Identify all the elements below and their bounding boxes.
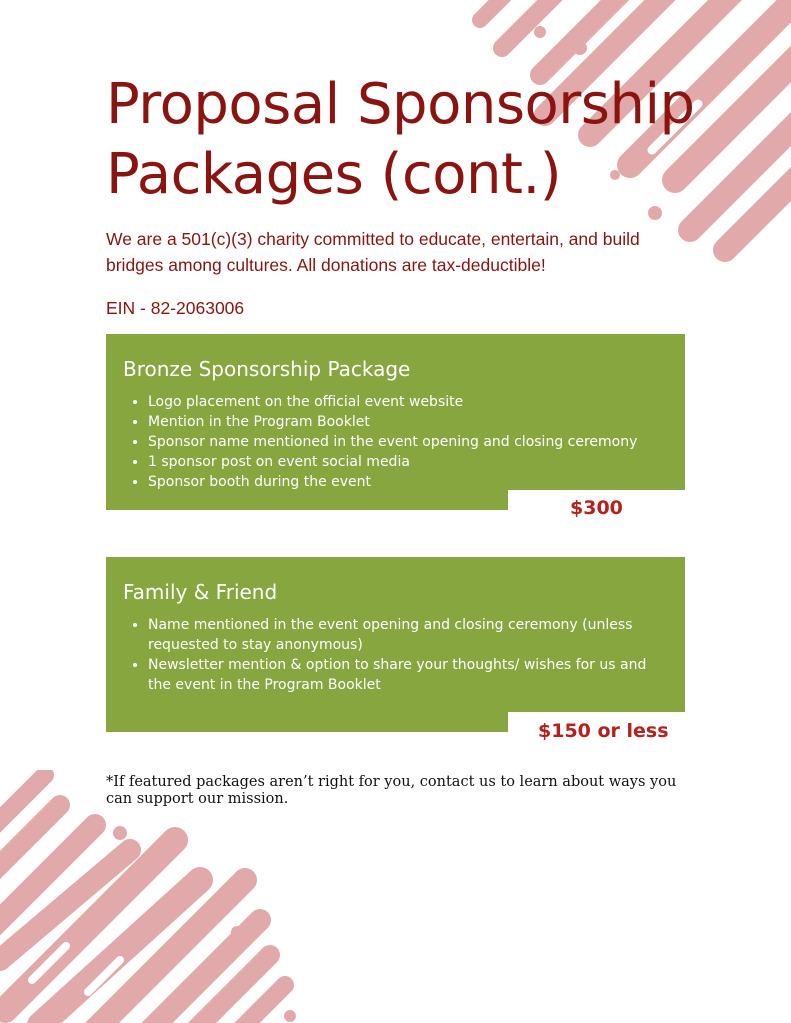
- list-item: • 1 sponsor post on event social media: [148, 452, 667, 472]
- list-item: • Name mentioned in the event opening and closing ceremony (unless requested to stay anonymous): [148, 615, 667, 655]
- package-bronze-box: [106, 334, 685, 510]
- list-item: • Newsletter mention & option to share your thoughts/ wishes for us and the event in the Program Booklet: [148, 655, 667, 695]
- package-family-friend-box: [106, 557, 685, 732]
- page-title: [106, 70, 706, 210]
- list-item: • Mention in the Program Booklet: [148, 412, 667, 432]
- page-title-line-2: Packages (cont.): [106, 142, 562, 207]
- package-bronze: [106, 334, 685, 510]
- package-price: $150 or less: [538, 720, 669, 742]
- package-price: $300: [570, 497, 623, 519]
- footnote-text: *If featured packages aren’t right for you, contact us to learn about ways you can support our mission.: [106, 774, 677, 807]
- package-family-friend: [106, 557, 685, 732]
- list-item: • Logo placement on the official event website: [148, 392, 667, 412]
- page-title-line-1: Proposal Sponsorship: [106, 72, 695, 137]
- list-item: • Sponsor booth during the event: [148, 472, 667, 492]
- ein-text: EIN - 82-2063006: [106, 298, 245, 318]
- package-benefits-list: [123, 392, 667, 492]
- package-name: Bronze Sponsorship Package: [123, 357, 411, 381]
- list-item: • Sponsor name mentioned in the event opening and closing ceremony: [148, 432, 667, 452]
- package-benefits-list: [123, 615, 667, 695]
- intro-text: We are a 501(c)(3) charity committed to educate, entertain, and build bridges among cultures. All donations are tax-deductible!: [106, 229, 640, 275]
- package-name: Family & Friend: [123, 580, 278, 604]
